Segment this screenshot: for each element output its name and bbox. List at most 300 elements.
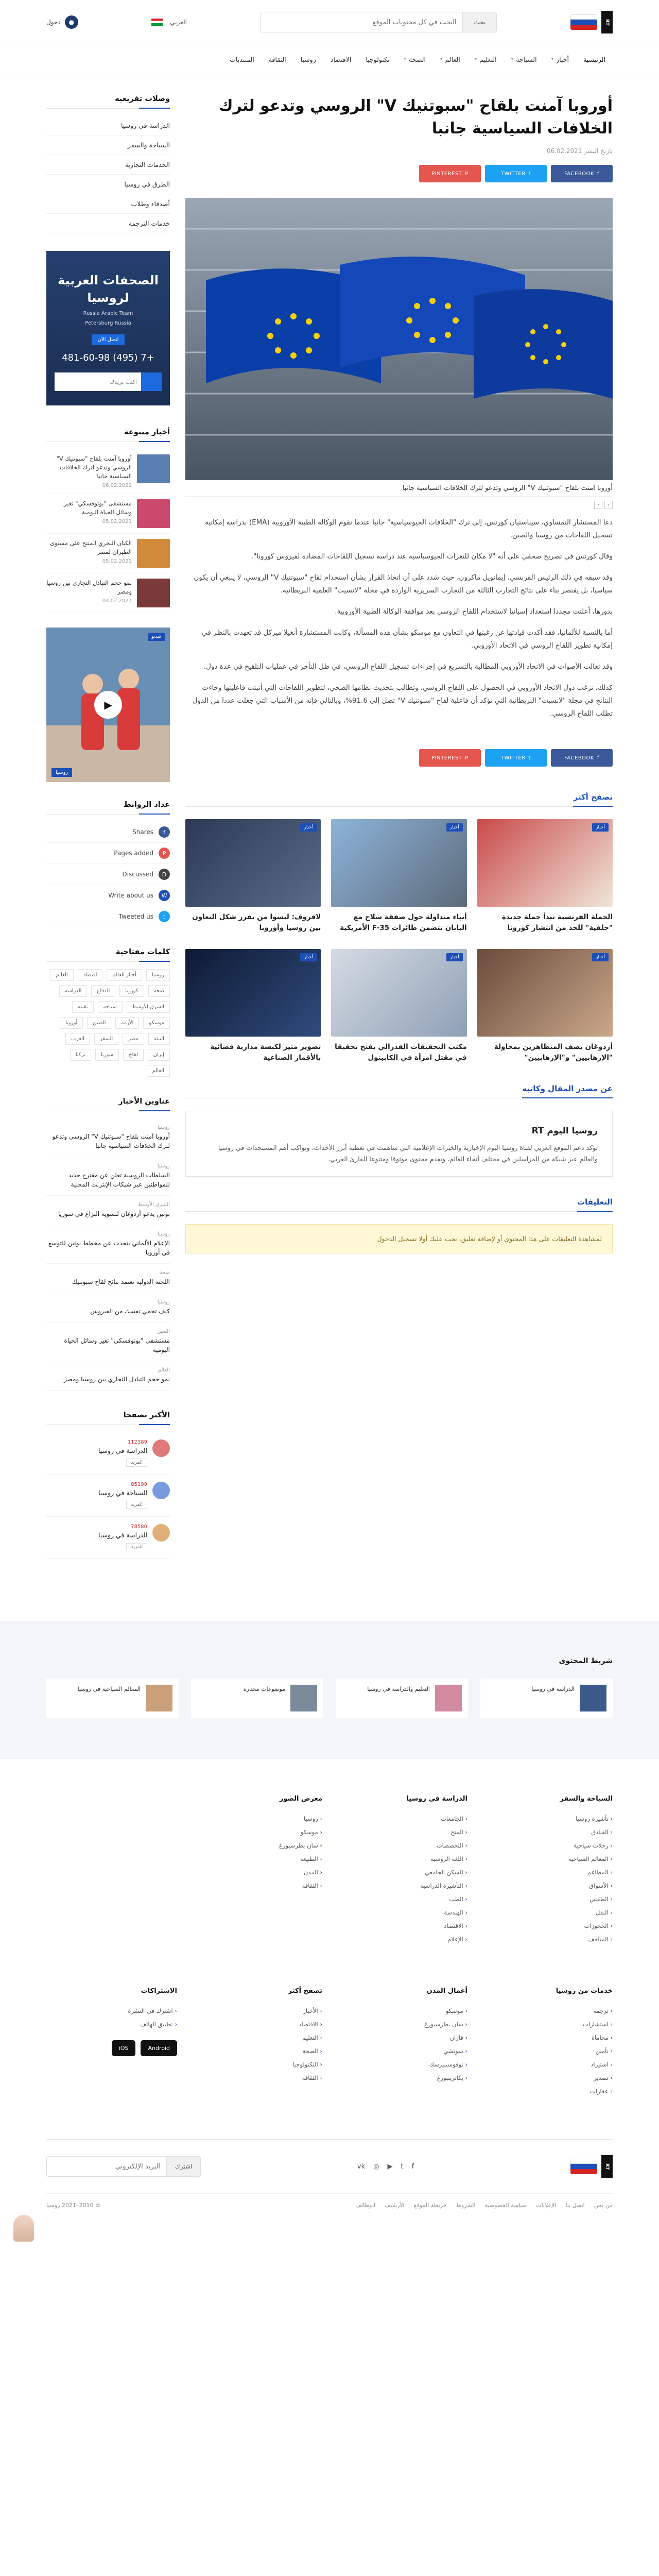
related-tag: أخبار bbox=[300, 953, 317, 961]
tag-chip[interactable]: صحة bbox=[148, 985, 170, 997]
footer-link[interactable]: ‹ موسكو bbox=[192, 1825, 322, 1839]
related-title[interactable]: الحملة الفرنسية تبدأ حملة جديدة "حلفية" للحد من انتشار كورونا bbox=[501, 913, 613, 932]
footer-link[interactable]: ‹ الحجوزات bbox=[482, 1919, 613, 1933]
footer-column bbox=[192, 1987, 322, 2098]
nav-item-2[interactable] bbox=[504, 56, 544, 63]
nav-label: روسيا bbox=[300, 55, 316, 63]
footer-link[interactable]: ‹ الصحة bbox=[192, 2044, 322, 2058]
trending-heading: أخبار منتوعة bbox=[46, 428, 170, 442]
trending-list bbox=[46, 449, 170, 613]
ad-banner[interactable] bbox=[46, 251, 170, 405]
footer-bottom-link[interactable]: الإعلانات bbox=[536, 2202, 557, 2209]
strip-thumbnail bbox=[290, 1685, 317, 1711]
trending-text bbox=[46, 454, 132, 488]
strip-item[interactable] bbox=[480, 1679, 613, 1718]
headlines-heading: عناوين الأخبار bbox=[46, 1097, 170, 1111]
main-nav bbox=[0, 44, 659, 74]
tag-chip[interactable]: كورونا bbox=[119, 985, 144, 997]
tag-chip[interactable]: الشرق الأوسط bbox=[127, 1001, 170, 1013]
nav-item-3[interactable] bbox=[467, 56, 504, 63]
trending-thumbnail bbox=[137, 499, 170, 528]
article-title: أوروبا آمنت بلقاح "سبوتنيك V" الروسي وتدعو لترك الخلافات السياسية جانبا bbox=[219, 97, 613, 138]
headline-title: بوتين يدعو أردوغان لتسوية النزاع في سوريا bbox=[58, 1210, 170, 1217]
footer-link[interactable]: ‹ الإعلام bbox=[337, 1933, 467, 1946]
app-store-badge[interactable]: Android bbox=[141, 2040, 177, 2056]
related-card[interactable] bbox=[331, 819, 466, 934]
nav-item-6[interactable] bbox=[358, 56, 396, 63]
most-viewed-title: الدراسة في روسيا bbox=[98, 1531, 147, 1539]
tags-list bbox=[46, 969, 170, 1077]
footer-link[interactable]: ‹ ترجمة bbox=[482, 2004, 613, 2018]
strip-item[interactable] bbox=[46, 1679, 179, 1718]
footer-link[interactable]: ‹ الطقس bbox=[482, 1892, 613, 1906]
tag-chip[interactable]: موسكو bbox=[143, 1017, 170, 1029]
sidebar-link[interactable]: الطرق في روسيا bbox=[46, 175, 170, 194]
social-list bbox=[46, 822, 170, 927]
footer-link[interactable]: ‹ المطاعم bbox=[482, 1866, 613, 1879]
tag-chip[interactable]: العالم bbox=[147, 1065, 170, 1077]
pinterest-icon: P bbox=[465, 171, 469, 177]
trending-item[interactable] bbox=[46, 573, 170, 613]
tag-chip[interactable]: البيئة bbox=[148, 1033, 170, 1045]
share-twitter-button-bottom[interactable] bbox=[485, 749, 547, 767]
share-twitter-button[interactable] bbox=[485, 165, 547, 182]
trending-text bbox=[46, 539, 132, 568]
tags-heading: كلمات مفتاحية bbox=[46, 948, 170, 962]
footer-column-heading: أعمال المدن bbox=[426, 1987, 467, 1995]
most-viewed-item[interactable] bbox=[46, 1517, 170, 1559]
share-facebook-button-bottom[interactable] bbox=[551, 749, 613, 767]
login-label: دخول bbox=[46, 19, 61, 26]
footer-link[interactable]: ‹ المنح bbox=[337, 1825, 467, 1839]
social-icon: t bbox=[159, 911, 170, 922]
footer-bottom-link[interactable]: اتصل بنا bbox=[565, 2202, 585, 2209]
more-button[interactable]: المزيد bbox=[126, 1501, 147, 1509]
footer-column-list bbox=[46, 2004, 177, 2031]
headline-item[interactable] bbox=[46, 1118, 170, 1157]
headline-title: أوروبا آمنت بلقاح "سبوتنيك V" الروسي وتدعو لترك الخلافات السياسية جانبا bbox=[52, 1133, 170, 1149]
footer-bottom-link[interactable]: من نحن bbox=[594, 2202, 613, 2209]
strip-title: الدراسة في روسيا bbox=[531, 1686, 575, 1692]
social-label: Write about us bbox=[108, 892, 153, 899]
tag-chip[interactable]: العالم bbox=[50, 969, 73, 981]
social-icon: f bbox=[159, 826, 170, 838]
top-bar bbox=[0, 0, 659, 44]
footer-link[interactable]: ‹ التخصصات bbox=[337, 1839, 467, 1852]
video-widget[interactable] bbox=[46, 628, 170, 782]
related-tag: أخبار bbox=[300, 823, 317, 832]
related-thumbnail bbox=[477, 949, 613, 1037]
sidebar-link[interactable]: خدمات الترجمة bbox=[46, 214, 170, 233]
chevron-down-icon: ▾ bbox=[551, 57, 554, 62]
headline-item[interactable] bbox=[46, 1157, 170, 1196]
more-button[interactable]: المزيد bbox=[126, 1543, 147, 1551]
footer-bottom-link[interactable]: الأرشيف bbox=[385, 2202, 405, 2209]
nav-label: الرئيسية bbox=[583, 55, 605, 63]
nav-item-5[interactable] bbox=[397, 56, 433, 63]
footer-logo[interactable] bbox=[570, 2155, 613, 2178]
tag-chip[interactable]: الأزمة bbox=[115, 1017, 139, 1029]
footer-link[interactable]: ‹ اللغة الروسية bbox=[337, 1852, 467, 1866]
source-heading: عن مصدر المقال وكاتبه bbox=[522, 1084, 613, 1098]
footer-link[interactable]: ‹ رحلات سياحية bbox=[482, 1839, 613, 1852]
footer-link[interactable]: ‹ تطبيق الهاتف bbox=[46, 2018, 177, 2031]
trending-item[interactable] bbox=[46, 449, 170, 494]
tag-chip[interactable]: الدفاع bbox=[91, 985, 115, 997]
footer-link[interactable]: ‹ الاقتصاد bbox=[192, 2018, 322, 2031]
footer-bottom bbox=[46, 2139, 613, 2193]
most-viewed-title: الدراسة في روسيا bbox=[98, 1447, 147, 1454]
tag-chip[interactable]: العرب bbox=[65, 1033, 90, 1045]
footer-link[interactable]: ‹ المعالم السياحية bbox=[482, 1852, 613, 1866]
social-icon: D bbox=[159, 869, 170, 880]
ad-input-placeholder: اكتب بريدك bbox=[55, 372, 141, 391]
share-pinterest-button[interactable] bbox=[419, 165, 481, 182]
tag-chip[interactable]: سوريا bbox=[95, 1049, 119, 1061]
footer-links bbox=[356, 2202, 613, 2209]
footer-column bbox=[482, 1795, 613, 1946]
strip-heading: شريط المحتوى bbox=[559, 1657, 613, 1665]
article-paragraph: وقال كورتس في تصريح صحفي على أنه "لا مكان للنعرات الجيوسياسية عند دراسة تسجيل اللقاحات المضادة لفيروس كورونا". bbox=[251, 552, 613, 561]
trending-thumbnail bbox=[137, 454, 170, 483]
strip-item[interactable] bbox=[336, 1679, 468, 1718]
most-heading: الأكثر تصفحا bbox=[46, 1411, 170, 1425]
headline-category: الصين bbox=[157, 1329, 170, 1334]
most-viewed-text bbox=[98, 1482, 147, 1509]
ad-input[interactable] bbox=[55, 372, 162, 391]
trending-item[interactable] bbox=[46, 494, 170, 534]
social-label: Tweeted us bbox=[118, 913, 153, 920]
related-card[interactable] bbox=[477, 819, 613, 934]
language-switch[interactable] bbox=[151, 19, 187, 26]
facebook-icon: f bbox=[597, 171, 599, 177]
social-heading: عداد الروابط bbox=[46, 801, 170, 815]
share-twitter-label: TWITTER bbox=[500, 755, 526, 761]
ad-city: Petersburg Russia bbox=[85, 320, 131, 326]
instagram-icon[interactable]: ◎ bbox=[373, 2162, 379, 2171]
related-grid bbox=[185, 819, 613, 1063]
related-title[interactable]: مكتب التحقيقات الفدرالي يفتح تحقيقا في مقتل امرأة في الكابيتول bbox=[335, 1043, 467, 1062]
related-title[interactable]: تصوير متير لكبسة مدارية فضائية بالأقمار الصناعية bbox=[210, 1043, 321, 1062]
related-tag: أخبار bbox=[592, 953, 609, 961]
article-paragraph: كذلك، ترغب دول الاتحاد الأوروبي في الحصول على اللقاح الروسي، وتطالب بتحديث نظامها الصحي، لتطوير اللقاحات التي أثبتت فاعليتها وجاءت النتائج في مجلة "لانسيت" البريطانية التي تؤكد أن فاعلية لقاح "سبوتنيك V" تصل إلى 91.6%، وبالتالي فإنه من الأسباب التي جعلت عددا من الدول تطلب اللقاح الروسي. bbox=[192, 684, 613, 718]
trending-title: مستشفى "بوتوفسكي" تغير وسائل الحياة اليومية bbox=[64, 500, 132, 516]
footer-bottom-link[interactable]: خريطة الموقع bbox=[413, 2202, 447, 2209]
related-thumbnail bbox=[331, 949, 466, 1037]
article-paragraph: دعا المستشار النمساوي، سيباستيان كورتس، إلى ترك "الخلافات الجيوسياسية" جانبا عندما تقوم الوكالة الطبية الأوروبية (EMA) بدراسة إمكانية تسجيل اللقاحات من روسيا والصين. bbox=[204, 518, 613, 539]
social-item[interactable] bbox=[46, 843, 170, 864]
tag-chip[interactable]: تركيا bbox=[70, 1049, 91, 1061]
nav-label: العالم bbox=[445, 55, 460, 63]
related-heading: تصفح أكثر bbox=[573, 792, 613, 807]
headline-category: الشرق الأوسط bbox=[137, 1202, 170, 1208]
chevron-down-icon: ▾ bbox=[511, 57, 514, 62]
footer-link[interactable]: ‹ الثقافة bbox=[192, 2071, 322, 2084]
footer-link[interactable]: ‹ قازان bbox=[337, 2031, 467, 2044]
footer-column-list bbox=[192, 1812, 322, 1892]
related-title[interactable]: لافروف: ليسوا من يقرر شكل التعاون بين روسيا وأوروبا bbox=[192, 913, 321, 932]
footer-column bbox=[46, 1987, 177, 2098]
app-store-badge[interactable]: iOS bbox=[112, 2040, 136, 2056]
more-button[interactable]: المزيد bbox=[126, 1459, 147, 1467]
article-body bbox=[185, 516, 613, 720]
trending-date: 05.02.2021 bbox=[102, 558, 132, 564]
trending-thumbnail bbox=[137, 579, 170, 607]
footer-link[interactable]: ‹ سان بطرسبورغ bbox=[192, 1839, 322, 1852]
footer-link[interactable]: ‹ التكنولوجيا bbox=[192, 2058, 322, 2071]
tag-chip[interactable]: سياحة bbox=[98, 1001, 123, 1013]
avatar bbox=[152, 1524, 170, 1541]
related-title[interactable]: أردوغان يصف المتظاهرين بمحاولة "الإرهابيين" و"الإرهابيين" bbox=[494, 1043, 613, 1062]
footer-bottom-link[interactable]: الوظائف bbox=[355, 2202, 376, 2209]
facebook-icon[interactable]: f bbox=[411, 2162, 414, 2171]
footer-column-heading: تصفح أكثر bbox=[288, 1987, 322, 1995]
footer-column-heading: الاشتراكات bbox=[141, 1987, 177, 1995]
sidebar-link[interactable]: أصدقاء وطلاب bbox=[46, 194, 170, 214]
footer-link[interactable]: ‹ الأخبار bbox=[192, 2004, 322, 2018]
view-count: 85199 bbox=[131, 1482, 147, 1487]
nav-item-8[interactable] bbox=[293, 56, 323, 63]
article-column bbox=[185, 95, 613, 1559]
footer-link[interactable]: ‹ استشارات bbox=[482, 2018, 613, 2031]
chat-assistant-avatar[interactable] bbox=[13, 2215, 34, 2242]
view-count: 112389 bbox=[127, 1439, 147, 1445]
tag-chip[interactable]: اقتصاد bbox=[78, 969, 103, 981]
nav-item-4[interactable] bbox=[433, 56, 467, 63]
footer-link[interactable]: ‹ يكاترينبورغ bbox=[337, 2071, 467, 2084]
share-twitter-label: TWITTER bbox=[500, 171, 526, 177]
nav-item-10[interactable] bbox=[222, 56, 262, 63]
links-heading: وصلات تفريعيه bbox=[46, 95, 170, 109]
login-link[interactable] bbox=[46, 15, 78, 29]
footer-column-list bbox=[337, 2004, 467, 2084]
footer-link[interactable]: ‹ الجامعات bbox=[337, 1812, 467, 1825]
tag-chip[interactable]: مصر bbox=[123, 1033, 144, 1045]
headline-title: كيف تحمي نفسك من الفيروس bbox=[90, 1308, 170, 1315]
nav-item-0[interactable] bbox=[576, 56, 613, 63]
related-card[interactable] bbox=[331, 949, 466, 1063]
play-icon[interactable]: ▶ bbox=[94, 691, 122, 719]
article-paragraph: أما بالنسبة للألمانيا، فقد أكدت قيادتها عن رغبتها في التعاون مع موسكو بشأن هذه المسألة، وكانت المستشارة أنغيلا ميركل قد تعهدت بالنظر في إمكانية تطوير اللقاح الروسي في الاتحاد الأوروبي. bbox=[202, 629, 613, 650]
nav-item-1[interactable] bbox=[544, 56, 576, 63]
trending-title: أوروبا آمنت بلقاح "سبوتنيك V" الروسي وتدعو لترك الخلافات السياسية جانبا bbox=[56, 455, 132, 480]
avatar bbox=[152, 1482, 170, 1499]
source-header bbox=[185, 1084, 613, 1098]
chevron-down-icon: ▾ bbox=[474, 57, 477, 62]
footer-link[interactable]: ‹ الطبيعة bbox=[192, 1852, 322, 1866]
nav-list bbox=[46, 44, 613, 74]
vk-icon[interactable]: vk bbox=[357, 2162, 366, 2171]
strip-title: التعليم والدراسة في روسيا bbox=[367, 1686, 430, 1692]
article-paragraph: بدورها، أعلنت مجددا استعداد إسبانيا لاستخدام اللقاح الروسي بعد موافقة الوكالة الطبية الأوروبية. bbox=[335, 607, 613, 616]
copyright: © 2010–2021 روسيا bbox=[46, 2202, 101, 2209]
tag-chip[interactable]: أخبار العالم bbox=[107, 969, 142, 981]
headline-item[interactable] bbox=[46, 1361, 170, 1391]
ad-title: الصحفات العربية لروسيا bbox=[57, 273, 159, 305]
share-buttons bbox=[185, 165, 613, 182]
headline-item[interactable] bbox=[46, 1225, 170, 1264]
headline-item[interactable] bbox=[46, 1293, 170, 1323]
strip-thumbnail bbox=[435, 1685, 462, 1711]
most-viewed-title: السياحة في روسيا bbox=[98, 1489, 147, 1497]
ad-call-button[interactable]: اتصل الآن bbox=[92, 334, 125, 345]
footer-link[interactable]: ‹ الثقافة bbox=[192, 1879, 322, 1892]
footer-column-list bbox=[192, 2004, 322, 2084]
date-label: تاريخ النشر bbox=[584, 147, 613, 155]
twitter-icon: t bbox=[528, 755, 531, 761]
sidebar-link[interactable]: الخدمات التجارية bbox=[46, 155, 170, 175]
headline-item[interactable] bbox=[46, 1323, 170, 1361]
footer-link[interactable]: ‹ تأشيرة روسيا bbox=[482, 1812, 613, 1825]
image-pager bbox=[185, 501, 613, 509]
newsletter-box bbox=[46, 2156, 201, 2177]
footer bbox=[0, 1759, 659, 2250]
tag-chip[interactable]: روسيا bbox=[146, 969, 170, 981]
headline-title: الإعلام الألماني يتحدث عن مخطط بوتين للتوسع في أوروبا bbox=[48, 1240, 170, 1256]
footer-link[interactable]: ‹ الأسواق bbox=[482, 1879, 613, 1892]
trending-thumbnail bbox=[137, 539, 170, 568]
headlines-list bbox=[46, 1118, 170, 1391]
footer-link[interactable]: ‹ النقل bbox=[482, 1906, 613, 1919]
site-logo[interactable] bbox=[570, 11, 613, 33]
trending-item[interactable] bbox=[46, 534, 170, 573]
footer-link[interactable]: ‹ سان بطرسبورغ bbox=[337, 2018, 467, 2031]
lang-label: العربي bbox=[170, 19, 187, 26]
source-name: روسيا اليوم RT bbox=[531, 1126, 598, 1136]
nav-label: التعليم bbox=[479, 55, 497, 63]
copyright-bar bbox=[46, 2193, 613, 2229]
sidebar-link[interactable]: السياحة والسفر bbox=[46, 135, 170, 155]
trending-date: 04.02.2021 bbox=[102, 598, 132, 604]
newsletter-button[interactable]: اشترك bbox=[166, 2157, 200, 2176]
footer-column-heading: السياحة والسفر bbox=[560, 1795, 613, 1803]
headline-title: السلطات الروسية تعلن عن مقترح جديد للمواطنين عبر شبكات الإنترنت المحلية bbox=[68, 1172, 170, 1188]
tag-chip[interactable]: أوروبا bbox=[60, 1017, 83, 1029]
tag-chip[interactable]: لقاح bbox=[123, 1049, 144, 1061]
article-paragraph: وقد تعالت الأصوات في الاتحاد الأوروبي المطالبة بالتسريع في إجراءات تسجيل اللقاح الروسي، في ظل التأخر في عمليات التلقيح في عدة دول. bbox=[203, 663, 613, 671]
share-facebook-button[interactable] bbox=[551, 165, 613, 182]
lang-flag-icon bbox=[151, 19, 163, 26]
video-brand: روسيا bbox=[51, 768, 72, 777]
footer-link[interactable]: ‹ التأشيرة الدراسية bbox=[337, 1879, 467, 1892]
pager-prev-button[interactable]: ‹ bbox=[594, 501, 602, 509]
headline-item[interactable] bbox=[46, 1196, 170, 1225]
most-viewed-item[interactable] bbox=[46, 1432, 170, 1475]
footer-link[interactable]: ‹ المدن bbox=[192, 1866, 322, 1879]
footer-link[interactable]: ‹ الهندسة bbox=[337, 1906, 467, 1919]
newsletter-input[interactable] bbox=[47, 2157, 166, 2176]
footer-column-list bbox=[482, 1812, 613, 1946]
tag-chip[interactable]: إيران bbox=[148, 1049, 170, 1061]
nav-item-7[interactable] bbox=[323, 56, 359, 63]
footer-column-heading: الدراسة في روسيا bbox=[406, 1795, 467, 1803]
user-icon: ● bbox=[65, 15, 78, 29]
article-paragraph: وقد سبقه في ذلك الرئيس الفرنسي، إيمانويل ماكرون، حيث شدد على أن اتخاذ القرار بشأن استخدام لقاح "سبوتنيك V" الروسي، لا ينبغي أن يكون سياسيا، بل يقتصر بناء على نتائج التجارب الثالثة من التجارب السريرية الواردة في مجلة "لانسيت" العلمية البريطانية. bbox=[194, 573, 613, 595]
footer-link[interactable]: ‹ روسيا bbox=[192, 1812, 322, 1825]
footer-link[interactable]: ‹ محاماة bbox=[482, 2031, 613, 2044]
strip-title: موضوعات مختارة bbox=[243, 1686, 285, 1692]
nav-label: الاقتصاد bbox=[330, 55, 352, 63]
strip-row bbox=[46, 1679, 613, 1718]
strip-thumbnail bbox=[580, 1685, 606, 1711]
footer-link[interactable]: ‹ موسكو bbox=[337, 2004, 467, 2018]
footer-link[interactable]: ‹ الطب bbox=[337, 1892, 467, 1906]
share-pinterest-button-bottom[interactable] bbox=[419, 749, 481, 767]
trending-title: الكيان البحري المنتج على مستوى الطيران لمصر bbox=[50, 539, 132, 555]
strip-item[interactable] bbox=[191, 1679, 323, 1718]
footer-link[interactable]: ‹ عقارات bbox=[482, 2084, 613, 2098]
view-count: 78580 bbox=[131, 1524, 147, 1530]
search-button[interactable]: بحث bbox=[462, 12, 496, 32]
related-header bbox=[185, 792, 613, 807]
footer-link[interactable]: ‹ سوتشي bbox=[337, 2044, 467, 2058]
trending-text bbox=[46, 499, 132, 528]
footer-link[interactable]: ‹ المتاحف bbox=[482, 1933, 613, 1946]
nav-label: الثقافة bbox=[268, 55, 286, 63]
footer-link[interactable]: ‹ السكن الجامعي bbox=[337, 1866, 467, 1879]
tag-chip[interactable]: تقنية bbox=[72, 1001, 93, 1013]
tag-chip[interactable]: السفر bbox=[94, 1033, 118, 1045]
footer-bottom-link[interactable]: سياسة الخصوصية bbox=[484, 2202, 527, 2209]
footer-link[interactable]: ‹ اشترك في النشرة bbox=[46, 2004, 177, 2018]
twitter-icon[interactable]: t bbox=[401, 2162, 404, 2171]
footer-bottom-link[interactable]: الشروط bbox=[456, 2202, 476, 2209]
footer-column-heading: معرض الصور bbox=[279, 1795, 322, 1803]
social-item[interactable] bbox=[46, 885, 170, 906]
social-item[interactable] bbox=[46, 822, 170, 843]
nav-label: تكنولوجيا bbox=[366, 55, 390, 63]
related-thumbnail bbox=[185, 819, 321, 907]
footer-link[interactable]: ‹ تأمين bbox=[482, 2044, 613, 2058]
sidebar bbox=[46, 95, 170, 1559]
source-text: تؤكد دعم الموقع العربي لقناة روسيا اليوم الإخبارية والخبرات الإعلامية التي ساهمت في تغطية أبرز الأحداث، وتواكب أهم المستجدات في روسيا والعالم عبر شبكة من المراسلين في مختلف أنحاء العالم، وتقدم محتوى موثوقا ومتنوعا للقارئ العربي. bbox=[218, 1144, 598, 1163]
share-facebook-label: FACEBOOK bbox=[564, 755, 594, 761]
social-label: Discussed bbox=[122, 871, 153, 878]
social-item[interactable] bbox=[46, 864, 170, 885]
footer-link[interactable]: ‹ التعليم bbox=[192, 2031, 322, 2044]
tag-chip[interactable]: الدراسة bbox=[59, 985, 87, 997]
chevron-down-icon: ▾ bbox=[404, 57, 407, 62]
pager-next-button[interactable]: › bbox=[604, 501, 613, 509]
ad-submit-button[interactable] bbox=[141, 372, 162, 391]
footer-link[interactable]: ‹ تصدير bbox=[482, 2071, 613, 2084]
most-viewed-item[interactable] bbox=[46, 1475, 170, 1517]
related-card[interactable] bbox=[185, 819, 321, 934]
headline-category: روسيا bbox=[157, 1163, 170, 1169]
social-icon: P bbox=[159, 848, 170, 859]
sidebar-link[interactable]: الدراسة في روسيا bbox=[46, 116, 170, 135]
youtube-icon[interactable]: ▶ bbox=[387, 2162, 393, 2171]
related-title[interactable]: أنباء متداولة حول صفقة سلاح مع اليابان تتضمن طائرات F-35 الأمريكية bbox=[340, 913, 467, 932]
footer-link[interactable]: ‹ الاقتصاد bbox=[337, 1919, 467, 1933]
footer-columns-bottom bbox=[46, 1987, 613, 2098]
footer-link[interactable]: ‹ الفنادق bbox=[482, 1825, 613, 1839]
footer-column bbox=[192, 1795, 322, 1946]
footer-link[interactable]: ‹ نوفوسيبيرسك bbox=[337, 2058, 467, 2071]
related-card[interactable] bbox=[477, 949, 613, 1063]
footer-column bbox=[337, 1795, 467, 1946]
nav-item-9[interactable] bbox=[262, 56, 293, 63]
nav-label: المنتديات bbox=[230, 55, 254, 63]
headline-item[interactable] bbox=[46, 1264, 170, 1293]
comments-login-notice: لمشاهدة التعليقات على هذا المحتوى أو لإضافة تعليق، يجب عليك أولا تسجيل الدخول bbox=[185, 1224, 613, 1253]
related-card[interactable] bbox=[185, 949, 321, 1063]
share-pinterest-label: PINTEREST bbox=[431, 755, 462, 761]
footer-link[interactable]: ‹ استيراد bbox=[482, 2058, 613, 2071]
search-input[interactable] bbox=[261, 12, 462, 32]
tag-chip[interactable]: الصين bbox=[87, 1017, 111, 1029]
social-item[interactable] bbox=[46, 906, 170, 927]
